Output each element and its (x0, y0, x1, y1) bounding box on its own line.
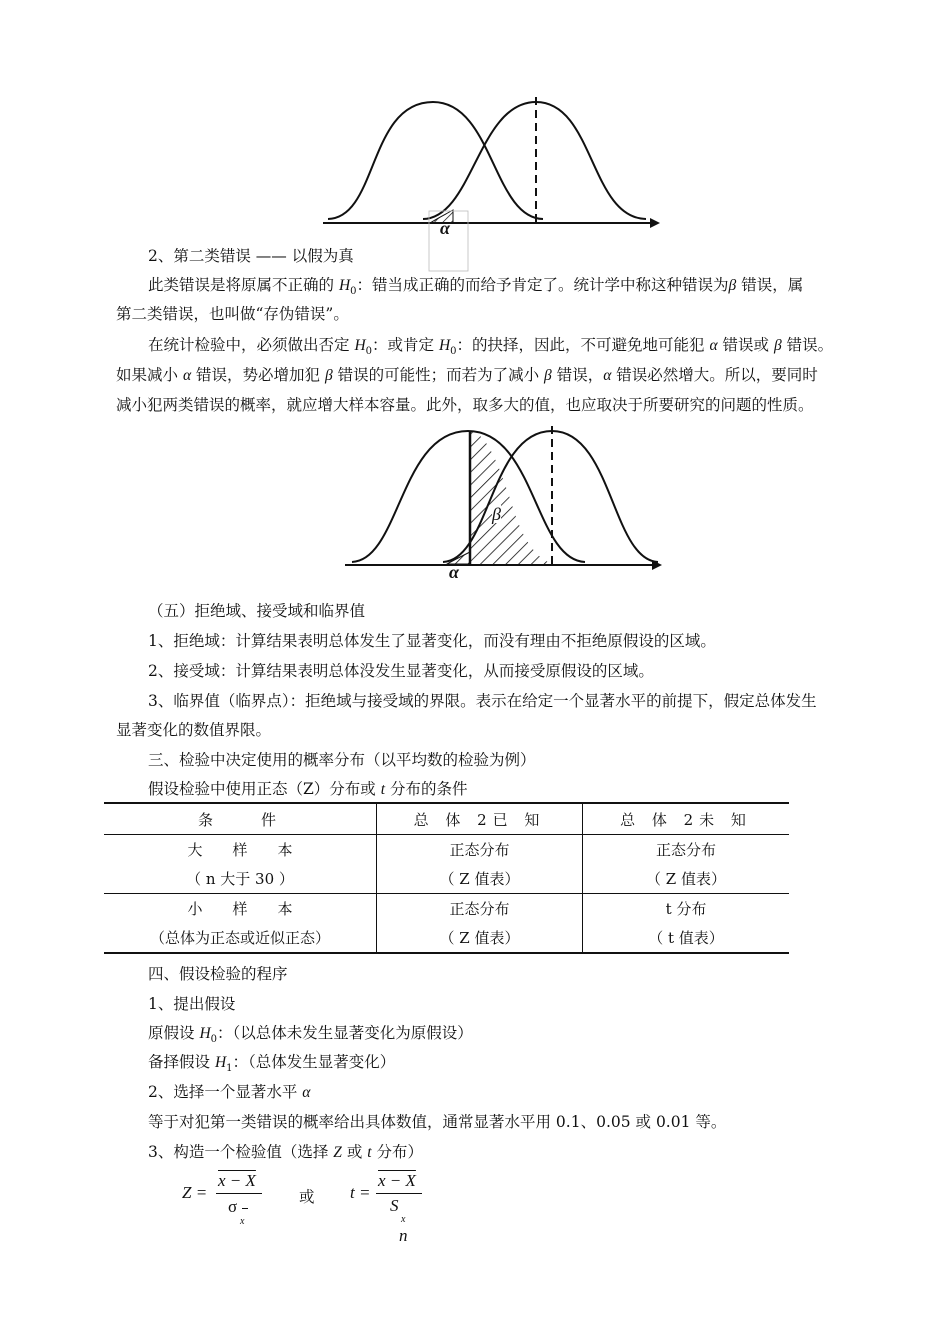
t-formula-n: n (399, 1226, 408, 1245)
para2-line3: 减小犯两类错误的概率，就应增大样本容量。此外，取多大的值，也应取决于所要研究的问题的性质。 (116, 396, 814, 414)
table-row (104, 835, 789, 865)
z-formula-denominator: σ (228, 1197, 238, 1216)
axis-arrow-1 (650, 218, 660, 228)
z-fraction-bar (216, 1193, 262, 1194)
z-formula-lhs: Z = (182, 1183, 208, 1202)
sec4-step1: 1、提出假设 (148, 995, 236, 1013)
table-header-cell: 条 件 (104, 803, 377, 835)
table-header-cell: 总 体 2已 知 (377, 803, 583, 835)
table-cell: （ Z 值表） (377, 923, 583, 953)
z-den-bar (242, 1208, 248, 1209)
sec4-step2-desc: 等于对犯第一类错误的概率给出具体数值，通常显著水平用 0.1、0.05 或 0.01 等。 (148, 1113, 727, 1131)
sec4-step3: 3、构造一个检验值（选择 Z 或 t 分布） (148, 1143, 424, 1161)
table-cell: （总体为正态或近似正态） (104, 923, 377, 953)
sec5-item2: 2、接受域：计算结果表明总体没发生显著变化，从而接受原假设的区域。 (148, 662, 654, 680)
table-cell: 小 样 本 (104, 894, 377, 924)
t-formula-subscript: x (401, 1214, 406, 1225)
table-header-cell: 总 体 2未 知 (583, 803, 790, 835)
sec5-item3-line1: 3、临界值（临界点）：拒绝域与接受域的界限。表示在给定一个显著水平的前提下，假定总体发生 (148, 692, 817, 710)
table-row (104, 894, 789, 924)
table-row (104, 864, 789, 894)
figure-type2-error (340, 424, 665, 584)
t-formula-lhs: t = (350, 1183, 371, 1202)
table-cell: 正态分布 (583, 835, 790, 865)
table-row (104, 923, 789, 953)
type2-heading: 2、第二类错误 —— 以假为真 (148, 247, 354, 265)
para2-line2: 如果减小 α 错误，势必增加犯 β 错误的可能性；而若为了减小 β 错误，α 错误必然增大。所以，要同时 (116, 366, 818, 384)
table-cell: 正态分布 (377, 835, 583, 865)
curve-h0-1 (328, 102, 543, 219)
sec5-heading: （五）拒绝域、接受域和临界值 (148, 602, 366, 620)
table-cell: （ t 值表） (583, 923, 790, 953)
table-cell: （ Z 值表） (583, 864, 790, 894)
sec4-step2: 2、选择一个显著水平 α (148, 1083, 311, 1101)
t-formula-numerator: x − X (378, 1171, 416, 1190)
or-text: 或 (299, 1188, 315, 1206)
alpha-label-1: α (440, 218, 450, 238)
table-cell: 正态分布 (377, 894, 583, 924)
table-cell: （ Z 值表） (377, 864, 583, 894)
conditions-table (104, 802, 789, 954)
para2-line1: 在统计检验中，必须做出否定 $H_0$：或肯定 $H_0$：的抉择，因此，不可避免地可能犯 α 错误或 β 错误。 (148, 336, 834, 357)
para1-line2: 第二类错误，也叫做“存伪错误”。 (116, 305, 349, 323)
table-cell: 大 样 本 (187, 841, 293, 859)
sec4-heading: 四、假设检验的程序 (148, 965, 288, 983)
sec3-heading: 三、检验中决定使用的概率分布（以平均数的检验为例） (148, 751, 536, 769)
para1-line1: 此类错误是将原属不正确的 $H_0$：错当成正确的而给予肯定了。统计学中称这种错误为β 错误，属 (148, 276, 804, 297)
curve-h1-1 (423, 102, 646, 219)
z-formula-numerator: x − X (218, 1171, 256, 1190)
sec4-h1: 备择假设 $H_1$：（总体发生显著变化） (148, 1053, 396, 1074)
t-formula-denominator: S (390, 1196, 399, 1215)
curve-h0-2 (352, 431, 585, 562)
sec5-item3-line2: 显著变化的数值界限。 (116, 721, 272, 739)
sec3-subheading: 假设检验中使用正态（Z）分布或 t 分布的条件 (148, 780, 468, 798)
table-cell: （ n 大于 30 ） (186, 870, 294, 888)
beta-region (470, 431, 555, 564)
figure-type1-error (318, 92, 663, 272)
beta-label: β (492, 504, 501, 524)
alpha-label-2: α (449, 562, 459, 582)
table-cell: t 分布 (583, 894, 790, 924)
t-fraction-bar (376, 1193, 422, 1194)
table-header-row (104, 803, 789, 835)
beta-symbol: β (728, 277, 737, 294)
h0-symbol: H (338, 277, 351, 294)
z-formula-subscript: x (240, 1216, 245, 1227)
sec4-h0: 原假设 $H_0$：（以总体未发生显著变化为原假设） (148, 1024, 473, 1045)
sec5-item1: 1、拒绝域：计算结果表明总体发生了显著变化，而没有理由不拒绝原假设的区域。 (148, 632, 716, 650)
